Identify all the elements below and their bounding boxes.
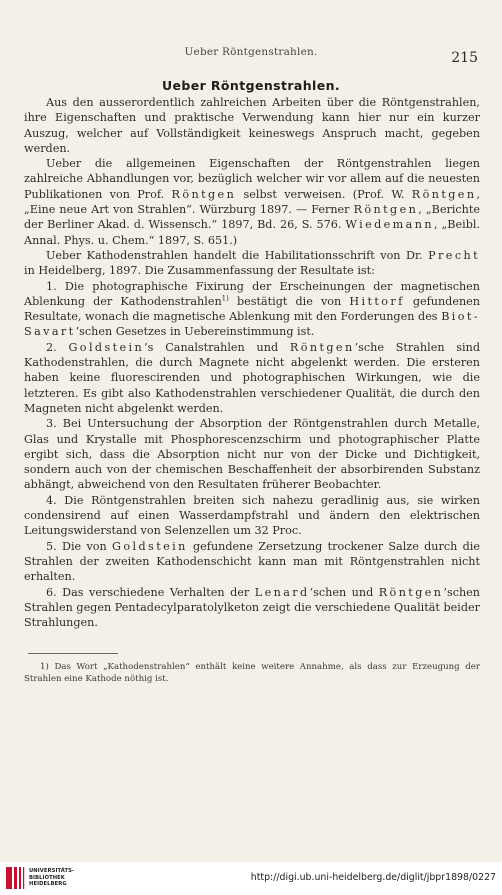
text-run: 5. Die von xyxy=(46,539,113,553)
logo-line: HEIDELBERG xyxy=(29,881,67,888)
paragraph xyxy=(24,279,480,340)
footnote-marker: 1) xyxy=(221,294,229,303)
text-run: 1. Die photographische Fixirung der Erscheinungen der magnetischen Ablenkung der Kathodenstrahlen xyxy=(24,279,480,308)
paragraph xyxy=(24,585,480,631)
text-run: 4. Die Röntgenstrahlen breiten sich nahezu geradlinig aus, sie wirken condensirend auf einen Wasserdampfstrahl und ändern den elektrischen Leitungswiderstand von Selenzellen um 32 Proc. xyxy=(24,493,480,538)
spaced-name: Röntgen xyxy=(411,187,477,201)
spaced-name: Goldstein xyxy=(112,539,188,553)
text-run: , „Berichte der Berliner Akad. d. Wissensch.“ 1897, Bd. 26, S. 576. xyxy=(24,203,480,232)
text-run: Ueber Kathodenstrahlen handelt die Habilitationsschrift von Dr. xyxy=(46,248,429,262)
logo-line: UNIVERSITÄTS- xyxy=(29,868,75,874)
text-run: 3. Bei Untersuchung der Absorption der Röntgenstrahlen durch Metalle, Glas und Krystalle mit Phosphorescenzschirm und photographischer Platte ergibt sich, dass die Absorption nicht nur von der Dicke und Dichtigkeit, sondern auch von der chemischen Beschaffenheit der absorbirenden Substanz abhängt, abweichend von den Resultaten früherer Beobachter. xyxy=(24,417,480,492)
text-run: selbst verweisen. (Prof. W. xyxy=(236,187,412,201)
spaced-name: Röntgen xyxy=(378,585,444,599)
paragraph xyxy=(24,340,480,416)
article-title: Ueber Röntgenstrahlen. xyxy=(161,78,341,93)
text-run: Ueber die allgemeinen Eigenschaften der Röntgenstrahlen liegen zahlreiche Abhandlungen vor, bezüglich welcher wir vor allem auf die neuesten Publikationen von Prof. xyxy=(24,157,480,201)
footer-bar xyxy=(0,862,502,895)
spaced-name: Röntgen xyxy=(353,203,419,217)
footnote-rule xyxy=(28,653,118,654)
library-logo[interactable] xyxy=(6,867,76,893)
text-run: ’s Canalstrahlen und xyxy=(144,340,290,354)
text-run: ’schen Gesetzes in Uebereinstimmung ist. xyxy=(75,325,315,339)
spaced-name: Goldstein xyxy=(68,340,145,354)
spaced-name: Lenard xyxy=(254,585,310,599)
spaced-name: Hittorf xyxy=(349,294,405,308)
library-logo-text xyxy=(29,868,89,888)
text-run: , „Beibl. Annal. Phys. u. Chem.“ 1897, S. 651.) xyxy=(24,218,480,247)
paragraph xyxy=(24,95,480,156)
paragraph xyxy=(24,493,480,539)
logo-line: BIBLIOTHEK xyxy=(29,874,65,881)
spaced-name: Precht xyxy=(428,248,480,262)
running-title: Ueber Röntgenstrahlen. xyxy=(184,46,318,58)
spaced-name: Biot-Savart xyxy=(24,310,480,339)
text-run: gefundene Zersetzung trockener Salze durch die Strahlen der zweiten Kathodenschicht kann man mit Röntgenstrahlen nicht erhalten. xyxy=(24,539,480,584)
spaced-name: Röntgen xyxy=(289,340,355,354)
footnote: 1) Das Wort „Kathodenstrahlen“ enthält keine weitere Annahme, als dass zur Erzeugung der Strahlen eine Kathode nöthig ist. xyxy=(24,662,480,684)
text-run: ’schen und xyxy=(309,585,379,599)
page-number: 215 xyxy=(451,50,478,66)
text-run: ’sche Strahlen sind Kathodenstrahlen, die durch Magnete nicht abgelenkt werden. Die ersteren haben keine fluorescirenden und photographischen Wirkungen, wie die letzteren. Es gibt also Kathodenstrahlen verschiedener Qualität, die durch den Magneten nicht abgelenkt werden. xyxy=(24,340,480,415)
text-run: bestätigt die von xyxy=(228,294,350,308)
text-run: Aus den ausserordentlich zahlreichen Arbeiten über die Röntgenstrahlen, ihre Eigenschaften und praktische Verwendung kann hier nur ein kurzer Auszug, welcher auf Vollständigkeit keineswegs Anspruch macht, gegeben werden. xyxy=(24,96,480,155)
text-run: gefundenen Resultate, wonach die magnetische Ablenkung mit den Forderungen des xyxy=(24,294,480,324)
text-run: in Heidelberg, 1897. Die Zusammenfassung der Resultate ist: xyxy=(24,264,375,278)
text-run: ’schen Strahlen gegen Pentadecylparatolylketon zeigt die verschiedene Qualität beider Strahlungen. xyxy=(24,585,480,630)
spaced-name: Wiedemann xyxy=(345,218,434,232)
article-body xyxy=(24,95,480,630)
paragraph xyxy=(24,539,480,585)
text-run: , „Eine neue Art von Strahlen“. Würzburg 1897. — Ferner xyxy=(24,187,480,217)
paragraph xyxy=(24,156,480,248)
library-logo-icon xyxy=(6,867,26,889)
permalink-url[interactable]: http://digi.ub.uni-heidelberg.de/diglit/jbpr1898/0227 xyxy=(250,872,496,883)
spaced-name: Röntgen xyxy=(171,187,237,201)
paragraph xyxy=(24,416,480,492)
text-run: 2. xyxy=(46,340,69,354)
paragraph xyxy=(24,248,480,279)
running-head xyxy=(24,46,478,66)
text-run: 6. Das verschiedene Verhalten der xyxy=(46,585,255,599)
